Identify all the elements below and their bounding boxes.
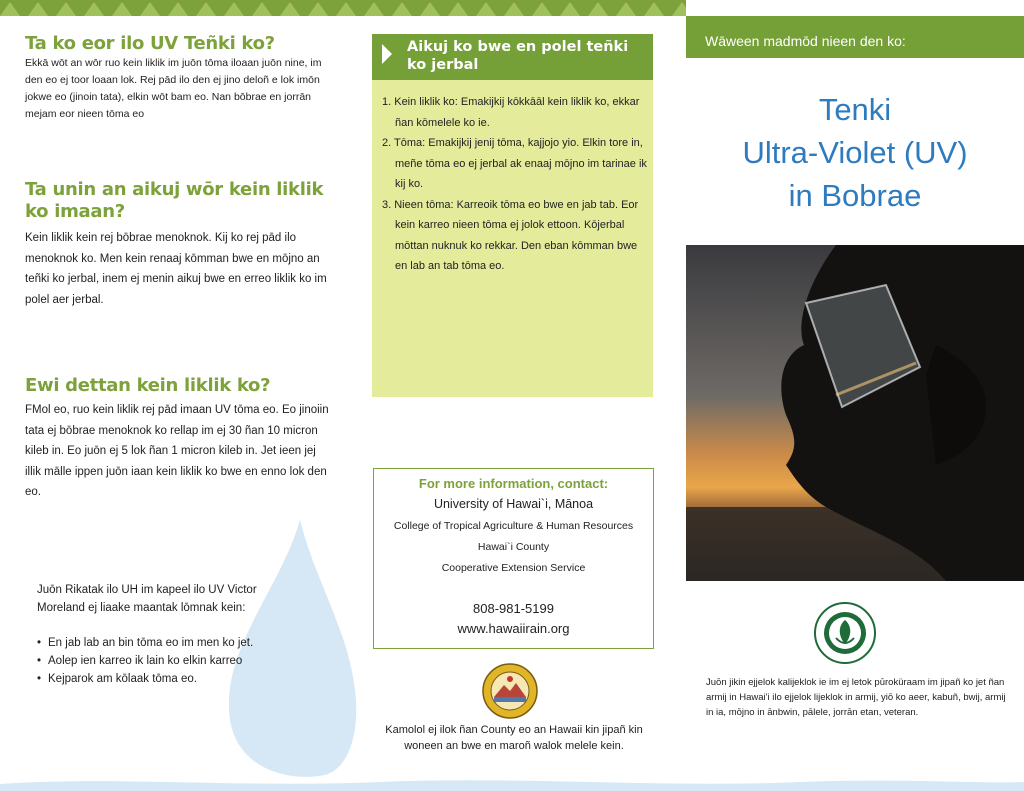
list-item: • Kejparok am kōlaak tōma eo. bbox=[37, 670, 327, 688]
title-line: in Bobrae bbox=[788, 178, 922, 213]
contact-title: For more information, contact: bbox=[418, 476, 609, 491]
section-title-what-is-uv: Ta ko eor ilo UV Teñki ko? bbox=[25, 33, 275, 54]
contact-college: College of Tropical Agriculture & Human Resources bbox=[393, 520, 634, 532]
section-title-filter-size: Ewi dettan kein liklik ko? bbox=[25, 375, 271, 396]
brochure-title bbox=[700, 88, 1010, 217]
county-seal-icon bbox=[482, 663, 538, 719]
county-acknowledgement: Kamolol ej ilok ñan County eo an Hawaii kin jipañ kin woneen an bwe en maroñ walok melele kein. bbox=[385, 724, 643, 752]
hint-list bbox=[37, 634, 327, 688]
title-line: Ultra-Violet (UV) bbox=[742, 135, 968, 170]
contact-county: Hawai`i County bbox=[477, 541, 550, 553]
contact-website: www.hawaiirain.org bbox=[457, 621, 570, 636]
nondiscrimination-note: Juōn jikin ejjelok kalijeklok ie im ej letok pūroküraam im jipañ ko jet ñan armij in Hawai'i ilo ejjelok lijeklok in armij, yiō ko aeer, kabuñ, bwij, armij in ia, mōjno in ānbwin, pālele, jorrān etan, veteran. bbox=[706, 677, 1006, 718]
contact-service: Cooperative Extension Service bbox=[441, 562, 586, 574]
steps-title: Aikuj ko bwe en polel teñki ko jerbal bbox=[407, 39, 629, 73]
sunset-drinking-photo bbox=[686, 245, 1024, 581]
contact-phone: 808-981-5199 bbox=[473, 601, 554, 616]
title-line: Tenki bbox=[818, 92, 892, 127]
contact-university: University of Hawai`i, Mānoa bbox=[433, 497, 594, 511]
steps-list bbox=[382, 92, 647, 277]
university-seal-icon bbox=[814, 602, 876, 664]
list-item: • En jab lab an bin tōma eo im men ko jet. bbox=[37, 634, 327, 652]
arrow-right-icon bbox=[382, 44, 392, 64]
zigzag-border bbox=[0, 0, 686, 16]
list-item: 1. Kein liklik ko: Emakijkij kōkkāāl kein liklik ko, ekkar ñan kōmelele ko ie. bbox=[382, 96, 640, 129]
section-body-filter-size: FMol eo, ruo kein liklik rej pād imaan UV tōma eo. Eo jinoiin tata ej bōbrae menoknok ko rellap im ej 30 ñan 10 micron kileb in. Eo juōn ej 5 lok ñan 1 micron kileb in. Jet ieen jej illik mālle ippen juōn iaan kein liklik ko bwe en enno lok den eo. bbox=[25, 404, 329, 498]
bottom-wave-graphic bbox=[0, 772, 1024, 791]
list-item: • Aolep ien karreo ik lain ko elkin karreo bbox=[37, 652, 327, 670]
list-item: 2. Tōma: Emakijkij jenij tōma, kajjojo yio. Elkin tore in, meñe tōma eo ej jerbal ak enaaj mōjno im tarinae ik kij ko. bbox=[382, 137, 647, 190]
section-body-what-is-uv: Ekkā wōt an wōr ruo kein liklik im juōn tōma iloaan juōn nine, im den eo ej toor loaan lok. Rej pād ilo den ej jino deloñ e lok imōn jokwe eo (jinoin tata), elkin wōt bam eo. Nan bōbrae en jorrān mejam eor nieen tōma eo bbox=[25, 57, 322, 120]
list-item: 3. Nieen tōma: Karreoik tōma eo bwe en jab tab. Eor kein karreo nieen tōma ej jolok ettoon. Kōjerbal mōttan nuknuk ko rekkar. Den eban kōmman bwe en lab an tab tōma eo. bbox=[382, 198, 639, 272]
right-header-text: Wāween madmōd nieen den ko: bbox=[705, 33, 906, 49]
section-body-why-filters: Kein liklik kein rej bōbrae menoknok. Kij ko rej pād ilo menoknok ko. Men kein renaaj kōmman bwe en mōjno an teñki ko jerbal, inem ej menin aikuj bwe en erreo liklik ko im polel aer jerbal. bbox=[25, 232, 327, 306]
hint-intro: Juōn Rikatak ilo UH im kapeel ilo UV Victor Moreland ej liaake maantak lōmnak kein: bbox=[37, 584, 257, 614]
section-title-why-filters: Ta unin an aikuj wōr kein liklik ko imaan? bbox=[25, 179, 324, 222]
